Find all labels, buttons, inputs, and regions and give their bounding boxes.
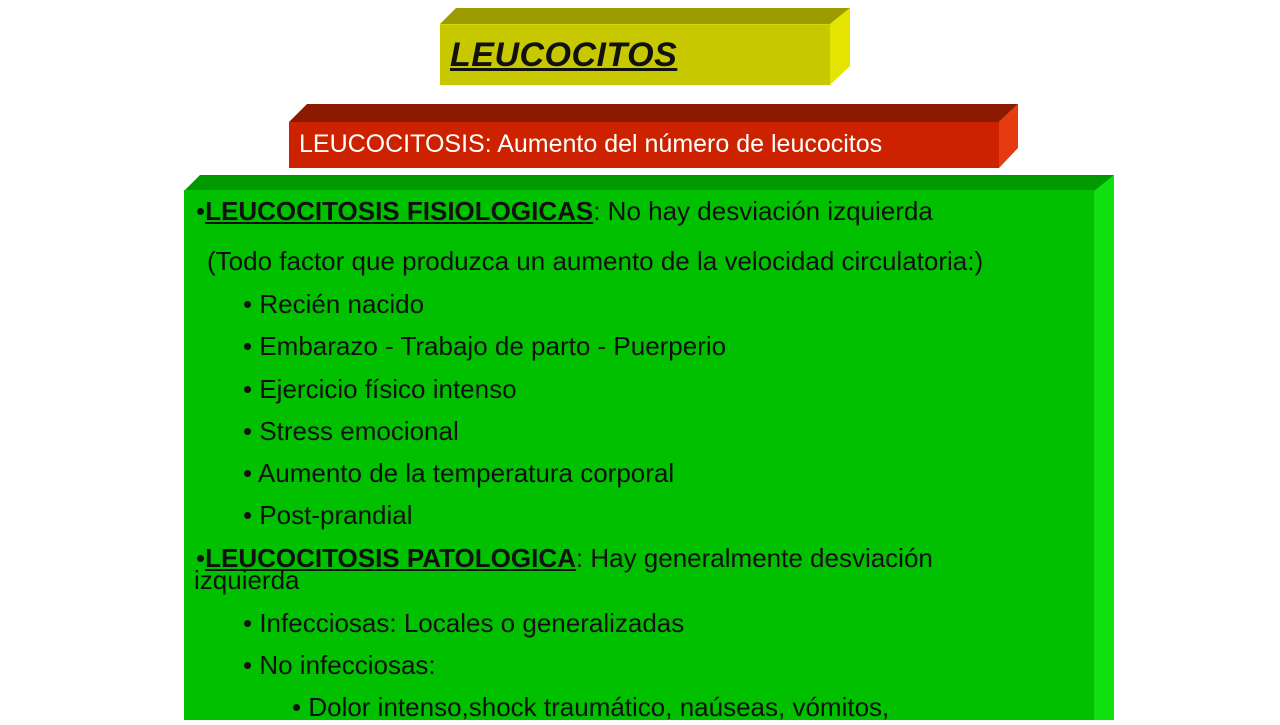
list-item: • Post-prandial xyxy=(243,500,413,530)
list-item-text: Recién nacido xyxy=(259,289,425,319)
list-item: • Aumento de la temperatura corporal xyxy=(243,458,675,488)
pato-heading-rest: : Hay generalmente desviación xyxy=(575,543,933,573)
list-item-text: Embarazo - Trabajo de parto - Puerperio xyxy=(259,331,727,361)
list-item: • Ejercicio físico intenso xyxy=(243,374,517,404)
sub-list-item: • Dolor intenso,shock traumático, naúseas, vómitos, xyxy=(292,692,890,722)
pato-heading-line: •LEUCOCITOSIS PATOLOGICA: Hay generalmente desviación xyxy=(196,543,933,573)
title-box-top xyxy=(440,8,850,24)
list-item: • Stress emocional xyxy=(243,416,459,446)
sub-list-item-text: Dolor intenso,shock traumático, naúseas, vómitos, xyxy=(308,692,890,722)
title-box xyxy=(440,8,850,85)
list-item-text: Post-prandial xyxy=(259,500,413,530)
list-item: • Recién nacido xyxy=(243,289,425,319)
page-title: LEUCOCITOS xyxy=(450,36,678,74)
fisio-heading: LEUCOCITOSIS FISIOLOGICAS xyxy=(205,196,594,226)
list-item-text: Aumento de la temperatura corporal xyxy=(257,458,675,488)
pato-heading: LEUCOCITOSIS PATOLOGICA xyxy=(205,543,576,573)
fisio-heading-rest: : No hay desviación izquierda xyxy=(593,196,933,226)
fisio-heading-line: •LEUCOCITOSIS FISIOLOGICAS: No hay desviación izquierda xyxy=(196,196,933,226)
subtitle-box-side xyxy=(999,104,1018,173)
title-box-side xyxy=(830,8,850,85)
subtitle-box xyxy=(289,104,1018,168)
subtitle-text: LEUCOCITOSIS: Aumento del número de leucocitos xyxy=(299,130,883,158)
content-panel-side xyxy=(1094,175,1114,725)
list-item-text: Ejercicio físico intenso xyxy=(259,374,517,404)
list-item: • Infecciosas: Locales o generalizadas xyxy=(243,608,685,638)
fisio-note: (Todo factor que produzca un aumento de la velocidad circulatoria:) xyxy=(207,246,984,276)
list-item-text: No infecciosas: xyxy=(259,650,436,680)
pato-heading-wrap: izquierda xyxy=(194,565,300,595)
list-item-text: Stress emocional xyxy=(259,416,459,446)
list-item: • Embarazo - Trabajo de parto - Puerperio xyxy=(243,331,727,361)
list-item: • No infecciosas: xyxy=(243,650,436,680)
list-item-text: Infecciosas: Locales o generalizadas xyxy=(259,608,685,638)
